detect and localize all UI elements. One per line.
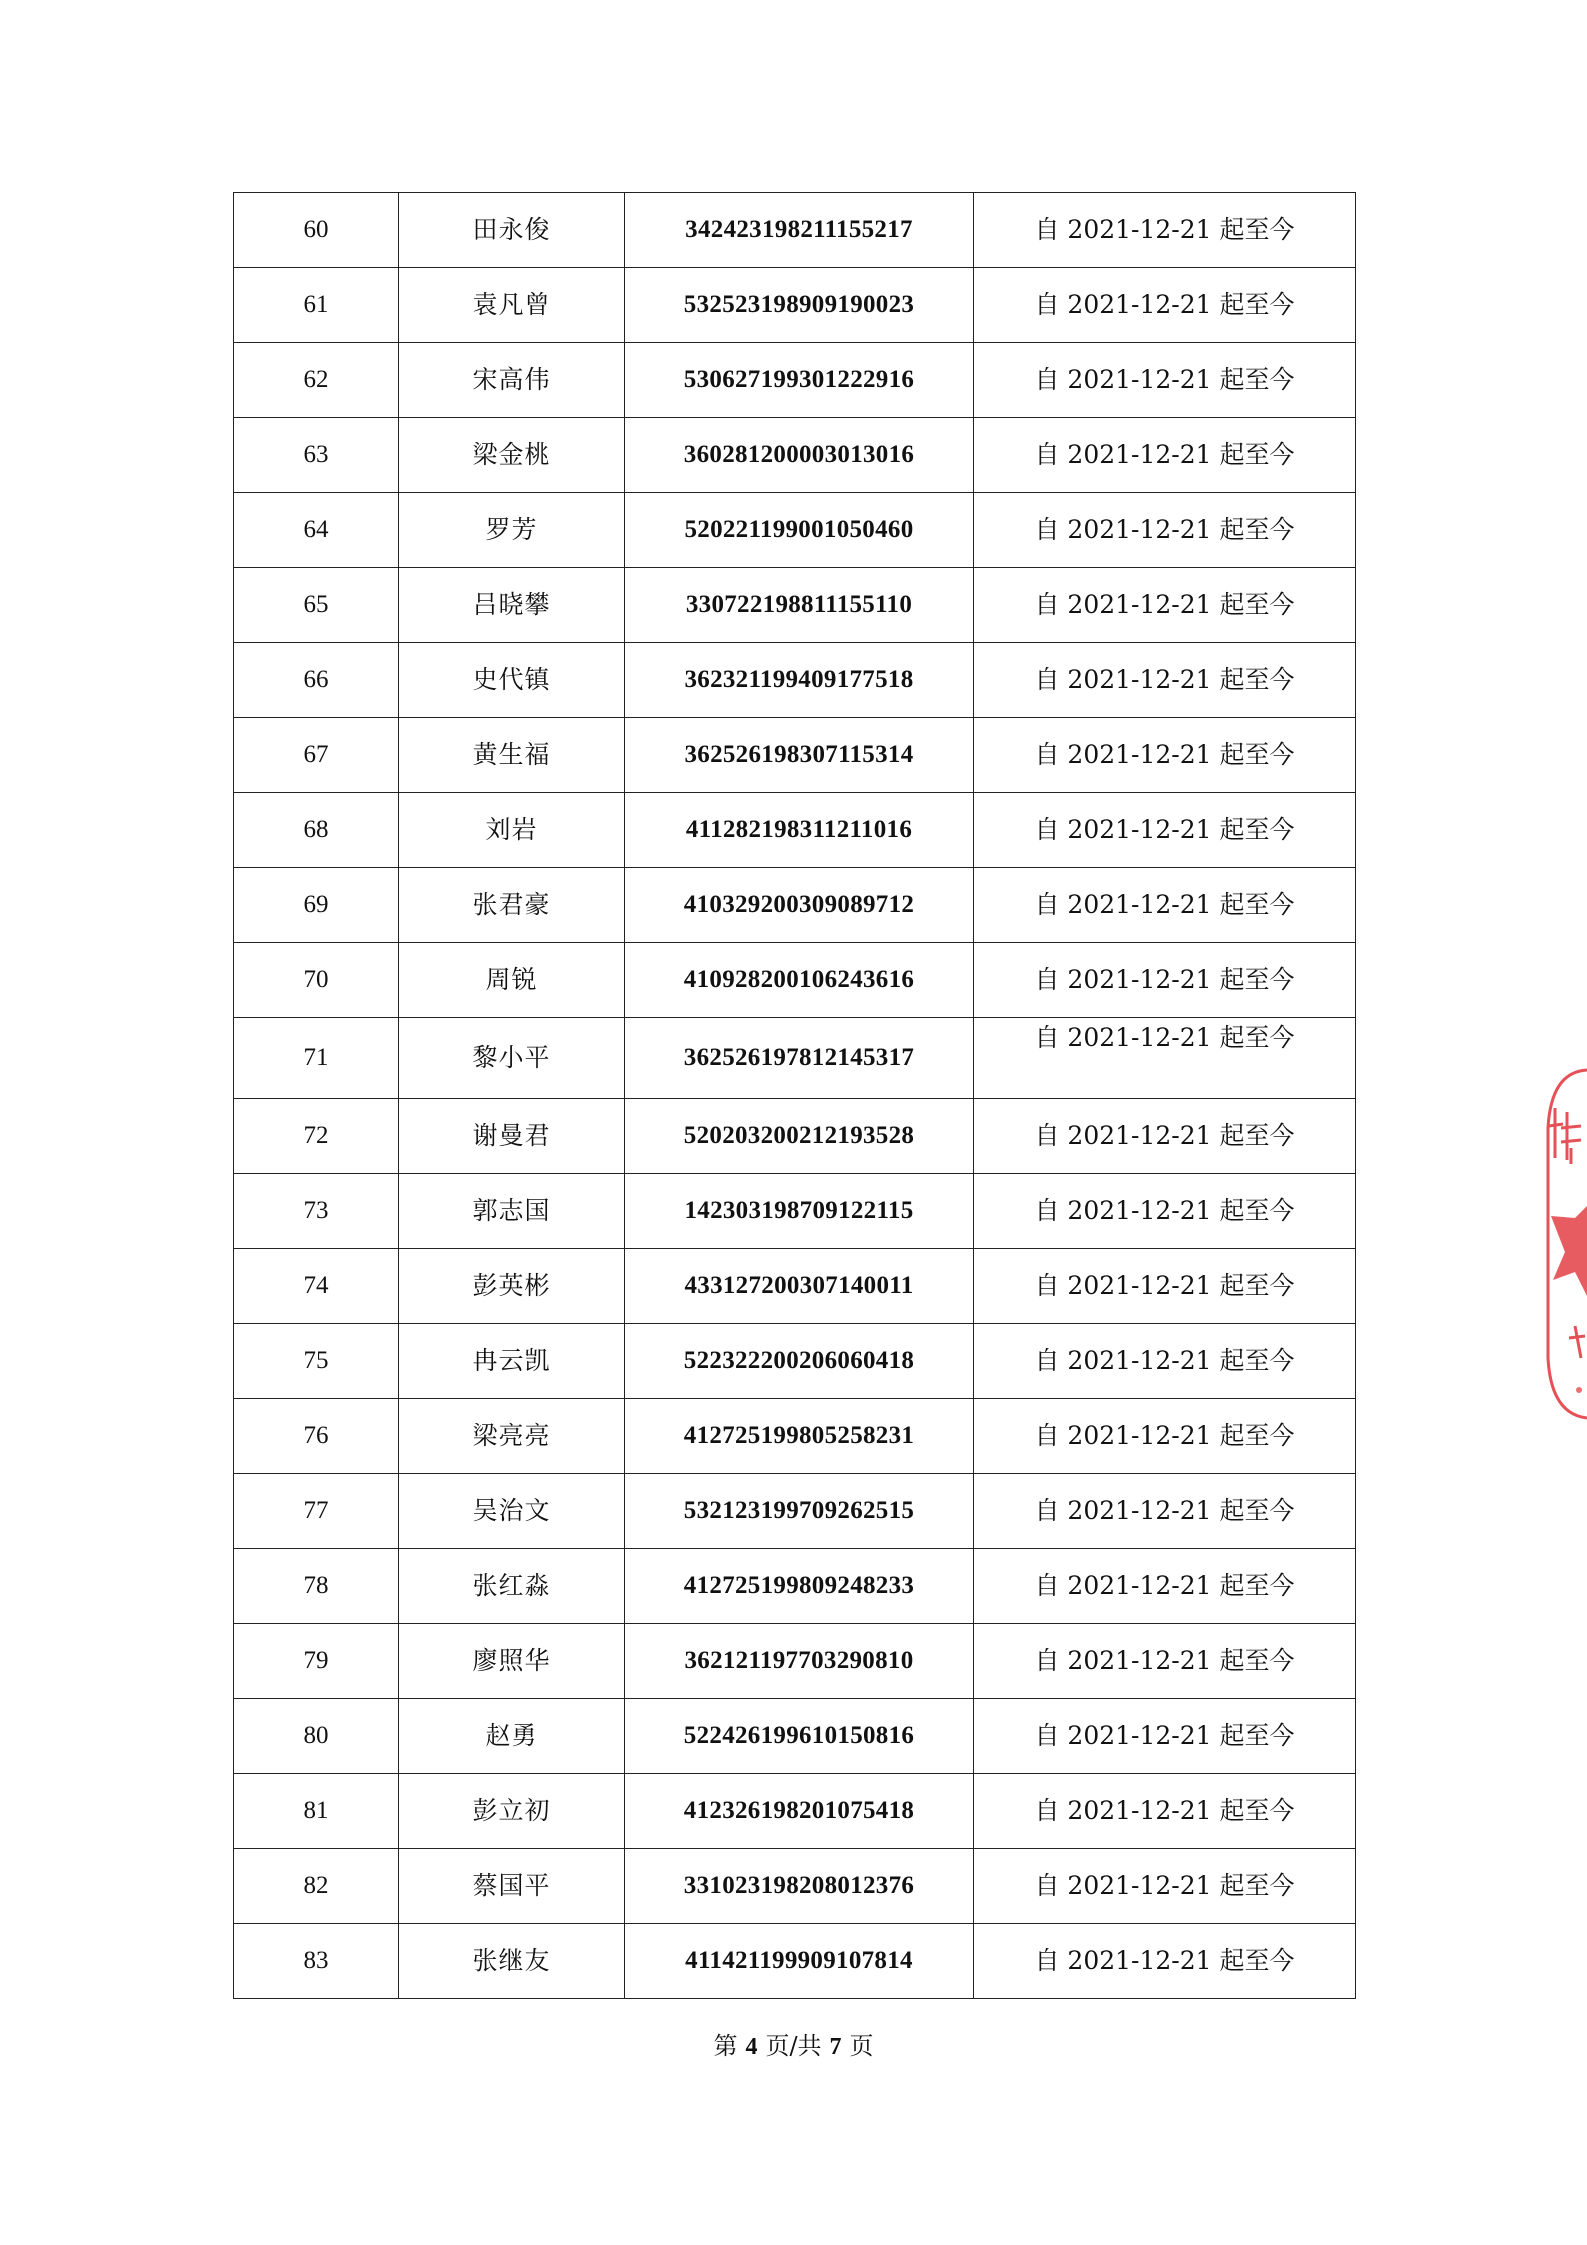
table-row <box>234 718 1356 793</box>
person-name: 张继友 <box>399 1924 625 1999</box>
id-number: 532123199709262515 <box>625 1474 974 1549</box>
row-number: 78 <box>234 1549 399 1624</box>
footer-middle: 页/共 <box>765 2032 822 2060</box>
row-number: 67 <box>234 718 399 793</box>
person-name: 谢曼君 <box>399 1099 625 1174</box>
person-name: 史代镇 <box>399 643 625 718</box>
table-row <box>234 1699 1356 1774</box>
table-row <box>234 268 1356 343</box>
id-number: 433127200307140011 <box>625 1249 974 1324</box>
footer-current-page: 4 <box>745 2034 758 2060</box>
roster-table-body <box>234 193 1356 1999</box>
id-number: 362526197812145317 <box>625 1018 974 1099</box>
table-row <box>234 1924 1356 1999</box>
period-text: 自 2021-12-21 起至今 <box>974 1699 1356 1774</box>
table-row <box>234 1174 1356 1249</box>
period-text: 自 2021-12-21 起至今 <box>974 568 1356 643</box>
row-number: 70 <box>234 943 399 1018</box>
table-row <box>234 1624 1356 1699</box>
id-number: 522426199610150816 <box>625 1699 974 1774</box>
table-row <box>234 1324 1356 1399</box>
table-row <box>234 568 1356 643</box>
table-row <box>234 1399 1356 1474</box>
period-text: 自 2021-12-21 起至今 <box>974 1249 1356 1324</box>
row-number: 73 <box>234 1174 399 1249</box>
table-row <box>234 1474 1356 1549</box>
period-text: 自 2021-12-21 起至今 <box>974 418 1356 493</box>
period-text: 自 2021-12-21 起至今 <box>974 268 1356 343</box>
row-number: 72 <box>234 1099 399 1174</box>
person-name: 冉云凯 <box>399 1324 625 1399</box>
period-text: 自 2021-12-21 起至今 <box>974 793 1356 868</box>
row-number: 63 <box>234 418 399 493</box>
id-number: 411282198311211016 <box>625 793 974 868</box>
row-number: 83 <box>234 1924 399 1999</box>
person-name: 张君豪 <box>399 868 625 943</box>
person-name: 彭立初 <box>399 1774 625 1849</box>
person-name: 宋高伟 <box>399 343 625 418</box>
row-number: 71 <box>234 1018 399 1099</box>
period-text: 自 2021-12-21 起至今 <box>974 718 1356 793</box>
row-number: 74 <box>234 1249 399 1324</box>
roster-table <box>233 192 1356 1999</box>
row-number: 66 <box>234 643 399 718</box>
row-number: 75 <box>234 1324 399 1399</box>
person-name: 吴治文 <box>399 1474 625 1549</box>
footer-suffix: 页 <box>849 2032 874 2060</box>
id-number: 532523198909190023 <box>625 268 974 343</box>
id-number: 330722198811155110 <box>625 568 974 643</box>
period-text: 自 2021-12-21 起至今 <box>974 1849 1356 1924</box>
period-text: 自 2021-12-21 起至今 <box>974 493 1356 568</box>
row-number: 61 <box>234 268 399 343</box>
id-number: 362526198307115314 <box>625 718 974 793</box>
table-row <box>234 1018 1356 1099</box>
period-text: 自 2021-12-21 起至今 <box>974 643 1356 718</box>
period-text: 自 2021-12-21 起至今 <box>974 1924 1356 1999</box>
person-name: 吕晓攀 <box>399 568 625 643</box>
row-number: 64 <box>234 493 399 568</box>
period-text: 自 2021-12-21 起至今 <box>974 1774 1356 1849</box>
table-row <box>234 493 1356 568</box>
id-number: 412725199809248233 <box>625 1549 974 1624</box>
person-name: 黄生福 <box>399 718 625 793</box>
row-number: 62 <box>234 343 399 418</box>
person-name: 赵勇 <box>399 1699 625 1774</box>
period-text: 自 2021-12-21 起至今 <box>974 343 1356 418</box>
period-text: 自 2021-12-21 起至今 <box>974 1324 1356 1399</box>
row-number: 79 <box>234 1624 399 1699</box>
id-number: 331023198208012376 <box>625 1849 974 1924</box>
person-name: 田永俊 <box>399 193 625 268</box>
row-number: 76 <box>234 1399 399 1474</box>
id-number: 520221199001050460 <box>625 493 974 568</box>
id-number: 411421199909107814 <box>625 1924 974 1999</box>
page-footer <box>0 2026 1587 2061</box>
person-name: 梁金桃 <box>399 418 625 493</box>
id-number: 142303198709122115 <box>625 1174 974 1249</box>
id-number: 410329200309089712 <box>625 868 974 943</box>
period-text: 自 2021-12-21 起至今 <box>974 1018 1356 1099</box>
row-number: 68 <box>234 793 399 868</box>
footer-prefix: 第 <box>713 2032 738 2060</box>
person-name: 蔡国平 <box>399 1849 625 1924</box>
row-number: 82 <box>234 1849 399 1924</box>
period-text: 自 2021-12-21 起至今 <box>974 1474 1356 1549</box>
person-name: 郭志国 <box>399 1174 625 1249</box>
row-number: 65 <box>234 568 399 643</box>
person-name: 黎小平 <box>399 1018 625 1099</box>
table-row <box>234 793 1356 868</box>
period-text: 自 2021-12-21 起至今 <box>974 868 1356 943</box>
id-number: 522322200206060418 <box>625 1324 974 1399</box>
period-text: 自 2021-12-21 起至今 <box>974 1174 1356 1249</box>
period-text: 自 2021-12-21 起至今 <box>974 1099 1356 1174</box>
period-text: 自 2021-12-21 起至今 <box>974 1549 1356 1624</box>
footer-total-pages: 7 <box>829 2034 842 2060</box>
period-text: 自 2021-12-21 起至今 <box>974 1399 1356 1474</box>
row-number: 81 <box>234 1774 399 1849</box>
person-name: 梁亮亮 <box>399 1399 625 1474</box>
period-text: 自 2021-12-21 起至今 <box>974 193 1356 268</box>
official-seal-stamp <box>1545 1068 1587 1420</box>
table-row <box>234 1099 1356 1174</box>
table-row <box>234 1774 1356 1849</box>
id-number: 360281200003013016 <box>625 418 974 493</box>
table-row <box>234 343 1356 418</box>
period-text: 自 2021-12-21 起至今 <box>974 1624 1356 1699</box>
person-name: 彭英彬 <box>399 1249 625 1324</box>
table-row <box>234 1849 1356 1924</box>
row-number: 60 <box>234 193 399 268</box>
id-number: 362121197703290810 <box>625 1624 974 1699</box>
id-number: 412326198201075418 <box>625 1774 974 1849</box>
table-row <box>234 193 1356 268</box>
person-name: 张红淼 <box>399 1549 625 1624</box>
table-row <box>234 418 1356 493</box>
id-number: 410928200106243616 <box>625 943 974 1018</box>
person-name: 袁凡曾 <box>399 268 625 343</box>
period-text: 自 2021-12-21 起至今 <box>974 943 1356 1018</box>
row-number: 80 <box>234 1699 399 1774</box>
id-number: 362321199409177518 <box>625 643 974 718</box>
person-name: 廖照华 <box>399 1624 625 1699</box>
person-name: 刘岩 <box>399 793 625 868</box>
person-name: 罗芳 <box>399 493 625 568</box>
id-number: 520203200212193528 <box>625 1099 974 1174</box>
table-row <box>234 868 1356 943</box>
row-number: 77 <box>234 1474 399 1549</box>
table-row <box>234 643 1356 718</box>
table-row <box>234 943 1356 1018</box>
table-row <box>234 1249 1356 1324</box>
id-number: 342423198211155217 <box>625 193 974 268</box>
id-number: 412725199805258231 <box>625 1399 974 1474</box>
table-row <box>234 1549 1356 1624</box>
person-name: 周锐 <box>399 943 625 1018</box>
row-number: 69 <box>234 868 399 943</box>
id-number: 530627199301222916 <box>625 343 974 418</box>
